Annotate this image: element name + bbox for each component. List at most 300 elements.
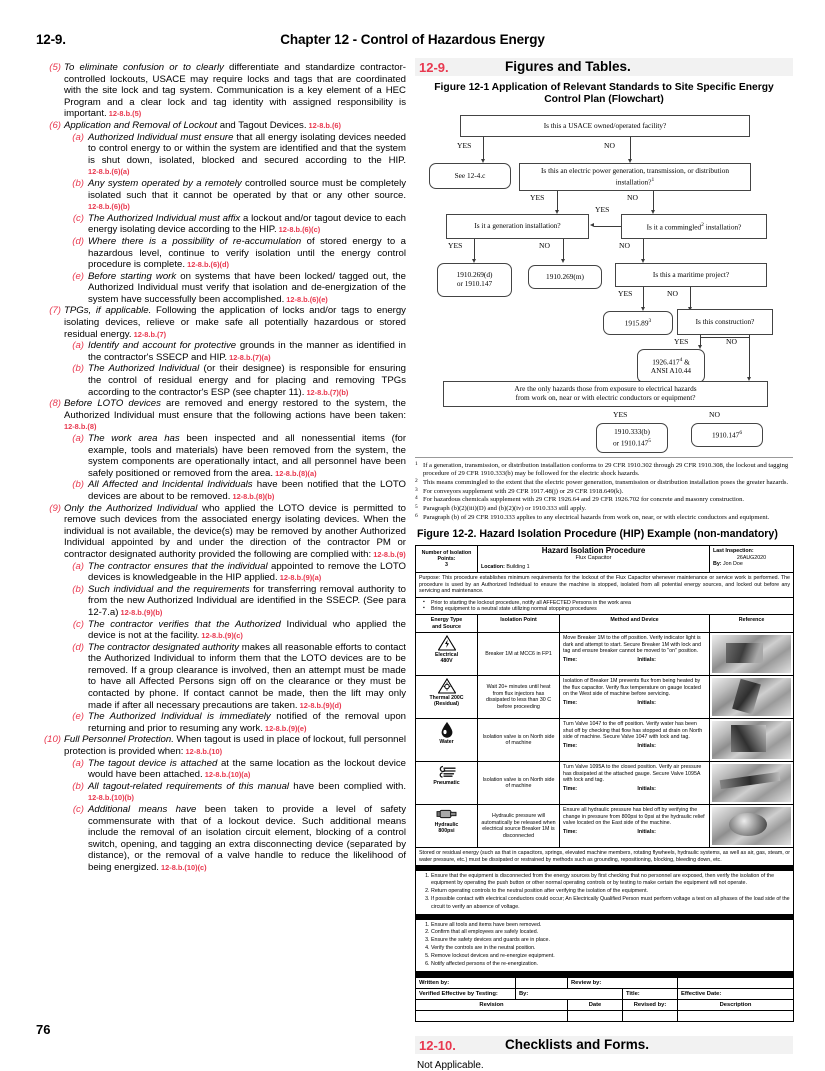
- outline-reference: 12-8.b.(9)(c): [199, 631, 243, 641]
- outline-body: on systems that have been locked/ tagged out, the Authorized Individual must verify that isolation and de-energization of the system have successfully been accomplished.: [88, 270, 406, 305]
- outline-item: [36, 734, 406, 757]
- location-value: Building 1: [506, 563, 530, 570]
- reference-photo: [712, 678, 791, 716]
- section-heading-12-10: [415, 1036, 793, 1054]
- review-by-field[interactable]: [678, 978, 794, 989]
- hip-energy-row: [416, 805, 794, 848]
- reference-photo: [712, 764, 791, 802]
- flow-node-electric-installation: [519, 163, 751, 191]
- reference-photo-cell: [710, 633, 794, 676]
- outline-lead: The Authorized Individual is immediately: [88, 711, 271, 723]
- flow-label-yes: YES: [674, 336, 689, 346]
- outline-body: are removed and energy restored to the system, the Authorized Individual must ensure that the following actions have been taken:: [64, 398, 406, 421]
- energy-type-label: Pneumatic: [433, 780, 460, 787]
- time-label: Time:: [563, 829, 578, 836]
- time-initials-line: [563, 657, 706, 663]
- figure-1-footnotes: [415, 457, 793, 522]
- col-header-method-device: Method and Device: [560, 615, 710, 633]
- revised-by-label: Revised by:: [623, 1000, 678, 1011]
- verify-step: 3. If possible contact with electrical conductors could occur; An Electrically Qualified Person must perform voltage a test on all phases of the load side of the circuit to verify an absence of voltage.: [431, 896, 790, 911]
- prep-bullet: ▪ Prior to starting the lockout procedure, notify all AFFECTED Persons in the work area: [419, 600, 790, 606]
- outline-item: [62, 340, 406, 363]
- flow-label-no: NO: [619, 240, 630, 250]
- isolation-point-cell: Hydraulic pressure will automatically be released when electrical source Breaker 1M is disconnected: [478, 805, 560, 848]
- reference-photo-cell: [710, 762, 794, 805]
- date-label: Date: [568, 1000, 623, 1011]
- written-by-label: Written by:: [416, 978, 516, 989]
- time-initials-line: [563, 700, 706, 706]
- time-initials-line: [563, 743, 706, 749]
- energy-type-label: Electrical 480V: [434, 652, 459, 665]
- footnote-marker: 6: [739, 430, 743, 437]
- outline-lead: Authorized Individual must ensure: [88, 131, 234, 143]
- footnote-text: For hazardous chemicals supplement with 29 CFR 1926.64 and 29 CFR 1926.702 for concrete and masonry construction.: [423, 496, 745, 504]
- hip-signature-table: [415, 977, 794, 1022]
- outline-reference: 12-8.b.(6)(b): [88, 202, 130, 212]
- outline-marker: (b): [72, 177, 84, 189]
- outline-lead: All Affected and Incidental Individuals: [88, 479, 253, 491]
- flow-connector: [749, 335, 750, 347]
- outline-lead: To eliminate confusion or to clearly: [64, 62, 224, 73]
- initials-label: Initials:: [637, 829, 656, 836]
- outline-reference: 12-8.b.(9): [371, 549, 406, 559]
- hip-stored-energy-row: [416, 848, 794, 866]
- flow-node-text: Is it a commingled: [646, 222, 702, 232]
- footnote-marker: 3: [648, 318, 652, 325]
- outline-body: been inspected and all nonessential items (for example, tools and materials) have been removed from the system, the system components are operationally intact, and all personnel have been safely positioned or removed from the area.: [88, 433, 407, 479]
- reference-photo-cell: [710, 805, 794, 848]
- section-title: Figures and Tables.: [505, 59, 631, 74]
- hip-purpose-row: [416, 573, 794, 597]
- reference-photo: [712, 721, 791, 759]
- section-number: 12-10.: [419, 1038, 456, 1053]
- outline-text: [64, 734, 406, 757]
- outline-body: have been notified that the LOTO devices are about to be removed.: [88, 479, 406, 502]
- outline-text: [64, 305, 406, 340]
- description-label: Description: [678, 1000, 794, 1011]
- flow-label-yes: YES: [613, 409, 628, 419]
- by-label: By:: [516, 989, 623, 1000]
- outline-lead: Where there is a possibility of re-accumulation: [88, 235, 302, 247]
- flow-node-text-line1: 1910.333(b): [614, 427, 650, 436]
- outline-text: [88, 236, 406, 271]
- outline-body: makes all reasonable efforts to contact the Authorized Individual to inform them that the LOTO devices are to be removed. If a group clearance is involved, then an attempt must be made to have all Affected Persons sign off on the clearance or they must be contacted by phone. If contact cannot be made, then the lift may only made if after all necessary precautions are taken.: [88, 641, 406, 711]
- outline-marker: (e): [72, 711, 84, 723]
- flow-arrow: [561, 259, 565, 263]
- restore-step: 5. Remove lockout devices and re-energize equipment.: [431, 953, 790, 960]
- outline-marker: (a): [72, 340, 84, 352]
- energy-type-label: Water: [439, 739, 454, 746]
- method-and-device-cell: [560, 633, 710, 676]
- outline-marker: (a): [72, 433, 84, 444]
- flow-connector: [630, 137, 631, 161]
- outline-marker: (5): [49, 62, 61, 73]
- revised-by-field[interactable]: [623, 1011, 678, 1022]
- outline-item: [62, 781, 406, 804]
- outline-marker: (c): [72, 212, 84, 224]
- thermal-hazard-icon: [419, 678, 474, 694]
- flow-node-text-amp: &: [682, 357, 690, 367]
- hip-purpose-cell: Purpose: This procedure establishes minimum requirements for the lockout of the Flux Capacitor whenever maintenance or service work is performed. The procedure is used by an Authorized Individual to ensure the machine is stopped, isolated from all potential energy sources, and locked out before any servicing and maintenance.: [416, 573, 794, 597]
- flow-node-text: Is this an electric power generation, transmission, or distribution installation?: [540, 166, 730, 187]
- verify-step: 2. Return operating controls to the neutral position after verifying the isolation of the equipment.: [431, 888, 790, 895]
- outline-lead: Before starting work: [88, 270, 177, 282]
- time-initials-line: [563, 829, 706, 835]
- flow-label-yes: YES: [618, 288, 633, 298]
- outline-text: [88, 781, 406, 804]
- outline-item: [36, 305, 406, 340]
- outline-marker: (d): [72, 235, 84, 247]
- energy-type-cell: [416, 805, 478, 848]
- outline-item: [62, 479, 406, 502]
- isolation-point-cell: Wait 20+ minutes until heat from flux injectors has dissipated to less than 30 C before proceeding: [478, 676, 560, 719]
- footnote-marker: 1: [651, 176, 655, 183]
- flow-connector: [563, 239, 564, 261]
- outline-reference: 12-8.b.(10)(b): [88, 793, 134, 803]
- outline-item: [62, 619, 406, 642]
- verified-effective-label: Verified Effective by Testing:: [416, 989, 516, 1000]
- outline-item: [62, 561, 406, 584]
- method-text: Ensure all hydraulic pressure has bled off by verifying the change in pressure from 800psi to 0psi at the hydraulic relief valve located on the East side of the machine.: [563, 807, 705, 827]
- outline-body: controlled source must be completely isolated such that it cannot be operated by that or any other source.: [88, 177, 406, 201]
- outline-body: grounds in the manner as identified in the contractor's SSECP and HIP.: [88, 340, 406, 363]
- col-header-line1: Energy Type: [430, 617, 463, 624]
- time-label: Time:: [563, 700, 578, 707]
- footnote-marker: 2: [701, 221, 704, 228]
- hip-header-row: [416, 546, 794, 573]
- flow-node-1910-333b: [596, 423, 668, 453]
- restore-step: 2. Confirm that all employees are safely located.: [431, 929, 790, 936]
- review-by-label: Review by:: [568, 978, 678, 989]
- flow-connector: [690, 287, 691, 309]
- page-number: 76: [36, 1022, 51, 1037]
- revision-entry-row: [416, 1011, 794, 1022]
- outline-reference: 12-8.b.(10)(c): [158, 862, 207, 872]
- outline-lead: Additional means have: [88, 804, 197, 815]
- outline-sublist: [36, 340, 406, 398]
- isolation-point-cell: Isolation valve is on North side of machine: [478, 719, 560, 762]
- outline-text: [64, 503, 406, 561]
- hip-title: Hazard Isolation Procedure: [541, 546, 646, 556]
- reference-photo: [712, 635, 791, 673]
- energy-type-label: Hydraulic 800psi: [434, 822, 459, 835]
- water-drop-icon: [419, 721, 474, 738]
- description-field[interactable]: [678, 1011, 794, 1022]
- footnote-text: This means commingled to the extent that the electric power generation, transmission or distribution installation poses the greater hazards.: [423, 478, 789, 486]
- outline-text: [88, 584, 406, 619]
- outline-text: [88, 213, 406, 236]
- hip-verify-steps-row: [416, 871, 794, 915]
- outline-text: [88, 758, 406, 781]
- flow-node-text-line2: or 1910.147: [612, 438, 649, 448]
- outline-reference: 12-8.b.(6): [306, 120, 341, 130]
- verify-step: 1. Ensure that the equipment is disconnected from the energy sources by first checking that no personnel are exposed, then verify the isolation of the equipment by operating the push button or other normal operating controls or by testing to make certain the equipment will not operate.: [431, 873, 790, 888]
- flow-connector: [700, 337, 750, 338]
- outline-item: [62, 236, 406, 271]
- last-inspection-value: 26AUG2020: [736, 554, 767, 561]
- outline-item: [62, 584, 406, 619]
- flow-node-generation-installation: Is it a generation installation?: [446, 214, 589, 239]
- footnote: [415, 488, 793, 496]
- section-heading-12-9: [415, 58, 793, 76]
- outline-text: [88, 178, 406, 213]
- outline-lead: All tagout-related requirements of this manual: [88, 780, 290, 792]
- reference-photo: [712, 807, 791, 845]
- flow-node-1910-269m: 1910.269(m): [528, 265, 602, 289]
- hip-column-header-row: [416, 615, 794, 633]
- flow-label-no: NO: [709, 409, 720, 419]
- outline-marker: (b): [72, 479, 84, 491]
- outline-reference: 12-8.b.(6)(e): [284, 294, 328, 304]
- figure-1-caption-line2: Control Plan (Flowchart): [544, 94, 664, 106]
- header-chapter-title: Chapter 12 - Control of Hazardous Energy: [280, 32, 545, 47]
- prep-bullet: ▪ Bring equipment to a neutral state utilizing normal stopping procedures: [419, 606, 790, 612]
- col-header-reference: Reference: [710, 615, 794, 633]
- flow-node-1915-89: [603, 311, 673, 335]
- hip-energy-row: [416, 676, 794, 719]
- outline-body: of stored energy to a hazardous level, continue to verify isolation until the energy control procedure is complete.: [88, 235, 406, 271]
- flow-node-text-line1: Are the only hazards those from exposure to electrical hazards: [514, 384, 697, 394]
- outline-item: [62, 711, 406, 734]
- isolation-points-cell: [416, 546, 478, 573]
- outline-reference: 12-8.b.(8)(a): [273, 468, 317, 478]
- outline-text: [88, 619, 406, 642]
- flow-node-commingled-installation: [621, 214, 767, 239]
- initials-label: Initials:: [637, 657, 656, 664]
- outline-body: appointed to remove the LOTO devices is knowledgeable in the HIP applied.: [88, 560, 406, 584]
- outline-item: [62, 758, 406, 781]
- outline-item: [62, 363, 406, 398]
- flow-connector: [557, 191, 558, 212]
- outline-reference: 12-8.b.(10)(a): [202, 770, 251, 780]
- revision-field[interactable]: [416, 1011, 568, 1022]
- outline-reference: 12-8.b.(9)(b): [118, 607, 163, 617]
- flow-connector: [643, 287, 644, 309]
- col-header-line2: and Source: [432, 623, 461, 630]
- figure-1-caption-line1: Figure 12-1 Application of Relevant Standards to Site Specific Energy: [434, 82, 774, 93]
- section-number: 12-9.: [419, 60, 449, 75]
- outline-item: [36, 62, 406, 120]
- footnote: [415, 479, 793, 487]
- effective-date-label: Effective Date:: [678, 989, 794, 1000]
- outline-item: [62, 132, 406, 178]
- flow-label-no: NO: [539, 240, 550, 250]
- outline-reference: 12-8.b.(9)(a): [277, 573, 322, 583]
- not-applicable-text: Not Applicable.: [417, 1060, 484, 1071]
- outline-marker: (7): [49, 305, 61, 317]
- isolation-point-cell: Breaker 1M at MCC6 in FP1: [478, 633, 560, 676]
- outline-lead: Such individual and the requirements: [88, 583, 250, 595]
- outline-text: [64, 120, 406, 132]
- outline-body: been taken to provide a level of safety commensurate with that of a lockout device. Such additional means include the removal of an isolation circuit element, blocking of a control switch, opening, and tagging an extra disconnecting device (separated by distance), or the removal of a valve handle to reduce the likelihood of being energized.: [88, 804, 406, 873]
- footnote-text: Paragraph (b) of 29 CFR 1910.333 applies to any electrical hazards from work on, near, or with electric conductors and equipment.: [423, 514, 770, 522]
- footnote-number: 2: [415, 477, 418, 484]
- flow-node-text-line1: 1910.269(d): [456, 270, 493, 280]
- energy-type-cell: [416, 762, 478, 805]
- outline-marker: (c): [72, 618, 84, 630]
- outline-marker: (b): [72, 363, 84, 375]
- hip-restore-steps-row: [416, 919, 794, 971]
- outline-lead: The tagout device is attached: [88, 757, 218, 769]
- outline-body: have been complied with.: [289, 780, 406, 792]
- pneumatic-icon: [419, 764, 474, 779]
- outline-sublist: [36, 758, 406, 874]
- outline-text: [88, 340, 406, 363]
- outline-reference: 12-8.b.(10): [183, 747, 223, 757]
- outline-lead: Any system operated by a remotely: [88, 177, 242, 189]
- outline-lead: The contractor verifies that the Authorized: [88, 618, 281, 630]
- flow-node-text-tail: installation?: [703, 222, 742, 232]
- outline-marker: (6): [49, 119, 61, 131]
- outline-text: [88, 433, 406, 479]
- outline-item: [62, 271, 406, 306]
- restore-step: 6. Notify affected persons of the re-energization.: [431, 961, 790, 968]
- flow-node-text: 1910.147: [711, 430, 740, 440]
- outline-reference: 12-8.b.(5): [106, 109, 142, 119]
- isolation-points-value: 3: [445, 562, 448, 569]
- figure-2-caption: Figure 12-2. Hazard Isolation Procedure (HIP) Example (non-mandatory): [417, 528, 778, 541]
- footnote: [415, 462, 793, 478]
- reference-photo-cell: [710, 719, 794, 762]
- isolation-point-cell: Isolation valve is on North side of machine: [478, 762, 560, 805]
- col-header-isolation-point: Isolation Point: [478, 615, 560, 633]
- flow-label-yes: YES: [448, 240, 463, 250]
- hip-prep-row: [416, 597, 794, 615]
- hip-divider-bar: [416, 972, 794, 977]
- outline-text: [88, 642, 406, 712]
- flow-label-no: NO: [667, 288, 678, 298]
- outline-lead: Before LOTO devices: [64, 398, 161, 410]
- flow-node-text-line2: or 1910.147: [456, 278, 493, 288]
- left-text-column: [36, 62, 406, 874]
- outline-reference: 12-8.b.(8): [64, 422, 97, 432]
- outline-text: [88, 479, 406, 502]
- flow-node-maritime-project: Is this a maritime project?: [615, 263, 767, 287]
- outline-item: [36, 503, 406, 561]
- outline-body: Following the application of locks and/or tags to energy isolating devices, relieve or make safe all potentially hazardous or stored residual energy.: [64, 305, 406, 340]
- footnote-number: 4: [415, 495, 418, 502]
- method-text: Move Breaker 1M to the off position. Verify indicator light is dark and attempt to start. Secure Breaker 1M with lock and tag and ensure breaker cannot be moved to "on" position.: [563, 635, 702, 655]
- method-and-device-cell: [560, 719, 710, 762]
- page-header: [0, 32, 825, 54]
- time-label: Time:: [563, 786, 578, 793]
- outline-lead: Only the Authorized Individual: [64, 502, 198, 514]
- outline-marker: (9): [49, 502, 61, 514]
- restore-step: 1. Ensure all tools and items have been removed.: [431, 922, 790, 929]
- initials-label: Initials:: [637, 743, 656, 750]
- hip-subtitle: Flux Capacitor: [575, 554, 612, 561]
- outline-body: differentiate and standardize contractor-controlled lockouts, USACE may require locks and tags that are coordinated with the site lock and tag system. Communication is a key element of a HEC Program and a clear lock and tag identity with assigned responsibility is important.: [64, 62, 406, 120]
- signature-row-1: [416, 978, 794, 989]
- flow-node-1910-269d: [437, 263, 512, 297]
- outline-item: [62, 213, 406, 236]
- outline-body: When tagout is used in place of lockout, full personnel protection is provided when:: [64, 734, 406, 758]
- flow-node-usace-facility: Is this a USACE owned/operated facility?: [460, 115, 750, 137]
- outline-reference: 12-8.b.(7)(b): [304, 387, 349, 397]
- outline-marker: (c): [72, 804, 84, 815]
- outline-item: [62, 642, 406, 712]
- flow-connector: [474, 239, 475, 261]
- flow-connector: [483, 137, 484, 161]
- flow-node-text-line2: from work on, near or with electric conductors or equipment?: [515, 392, 696, 402]
- outline-marker: (a): [72, 131, 84, 143]
- outline-marker: (b): [72, 583, 84, 595]
- outline-marker: (e): [72, 270, 84, 282]
- hip-prep-cell: [416, 597, 794, 615]
- energy-type-label: Thermal 200C (Residual): [429, 695, 464, 708]
- last-inspection-cell: [710, 546, 794, 573]
- signature-row-2: [416, 989, 794, 1000]
- outline-body: notified of the removal upon returning and prior to resuming any work.: [88, 711, 406, 734]
- footnote: [415, 496, 793, 504]
- flow-connector: [653, 191, 654, 212]
- flow-node-1926-417: [637, 349, 705, 383]
- outline-text: [64, 398, 406, 433]
- figure-1-caption: [415, 82, 793, 107]
- outline-text: [88, 363, 406, 398]
- restore-steps-list: [419, 922, 790, 969]
- energy-type-cell: [416, 719, 478, 762]
- flow-label-yes: YES: [457, 140, 472, 150]
- footnote-number: 3: [415, 486, 418, 493]
- footnote-number: 6: [415, 513, 418, 520]
- outline-reference: 12-8.b.(7): [131, 329, 167, 339]
- footnote-number: 5: [415, 504, 418, 511]
- flow-connector: [594, 226, 621, 227]
- time-initials-line: [563, 786, 706, 792]
- outline-reference: 12-8.b.(6)(d): [185, 260, 229, 270]
- time-label: Time:: [563, 743, 578, 750]
- flow-node-text-line2: ANSI A10.44: [650, 366, 692, 376]
- outline-text: [88, 711, 406, 734]
- flow-connector: [749, 347, 750, 379]
- inspector-by-value: Jon Doe: [723, 560, 743, 567]
- flow-label-yes: YES: [595, 204, 610, 214]
- inspector-by-label: By:: [713, 560, 722, 567]
- outline-reference: 12-8.b.(6)(a): [88, 167, 130, 177]
- outline-reference: 12-8.b.(8)(b): [230, 491, 275, 501]
- outline-reference: 12-8.b.(9)(e): [262, 723, 307, 733]
- verify-steps-cell: [416, 871, 794, 915]
- footnote-marker: 5: [648, 437, 652, 444]
- flow-label-no: NO: [604, 140, 615, 150]
- outline-body: at the same location as the lockout device would have been attached.: [88, 757, 406, 781]
- header-section-number: 12-9.: [36, 32, 66, 47]
- flowchart-figure-12-1: [415, 113, 793, 453]
- outline-text: [88, 561, 406, 584]
- flow-node-text-line1: 1926.417: [652, 357, 680, 367]
- outline-lead: TPGs, if applicable.: [64, 305, 152, 317]
- date-field[interactable]: [568, 1011, 623, 1022]
- revision-header-row: [416, 1000, 794, 1011]
- written-by-field[interactable]: [516, 978, 568, 989]
- restore-step: 3. Ensure the safety devices and guards are in place.: [431, 937, 790, 944]
- outline-reference: 12-8.b.(9)(d): [297, 700, 342, 710]
- footnote: [415, 505, 793, 513]
- reference-photo-cell: [710, 676, 794, 719]
- hip-title-cell: [478, 546, 710, 573]
- last-inspection-label: Last Inspection:: [713, 548, 754, 555]
- outline-item: [36, 120, 406, 132]
- outline-body: for transferring removal authority to from the new Authorized Individual are identified in the SSECP. (See para 12-7.a): [88, 583, 406, 618]
- footnote-text: Paragraph (b)(2)(iii)(D) and (b)(2)(iv) or 1910.333 still apply.: [423, 505, 587, 513]
- outline-lead: Application and Removal of Lockout: [64, 119, 218, 131]
- outline-sublist: [36, 132, 406, 306]
- outline-text: [88, 132, 406, 178]
- restore-steps-cell: [416, 919, 794, 971]
- flow-node-electrical-hazards-only: [443, 381, 768, 407]
- title-label: Title:: [623, 989, 678, 1000]
